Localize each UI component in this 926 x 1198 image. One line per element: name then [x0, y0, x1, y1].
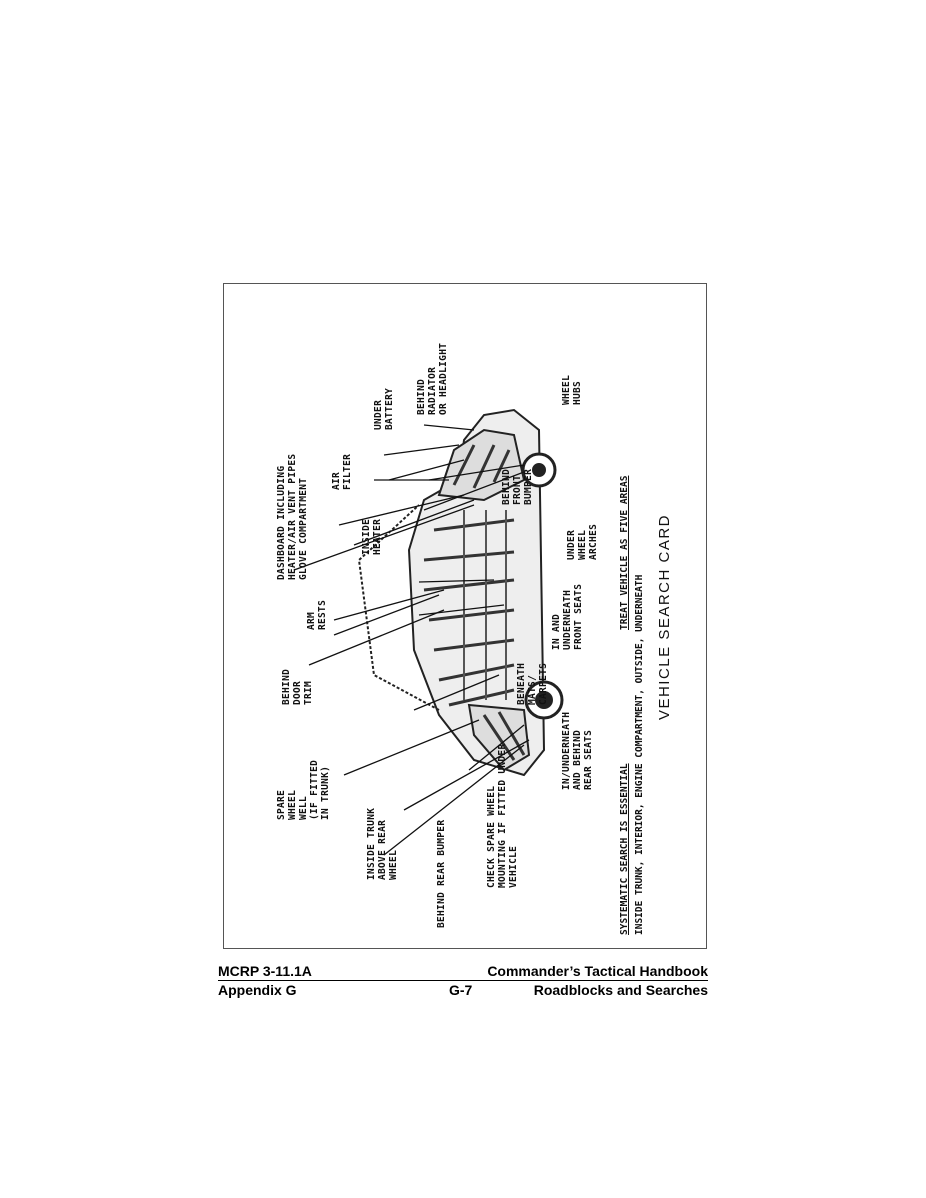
label-check-spare-wheel: CHECK SPARE WHEEL MOUNTING IF FITTED UNDER VEHICLE: [486, 743, 519, 888]
rotated-figure-content: [224, 284, 708, 950]
vehicle-search-card-figure: [223, 283, 707, 949]
systematic-search-body: INSIDE TRUNK, INTERIOR, ENGINE COMPARTMENT, OUTSIDE, UNDERNEATH: [634, 574, 645, 935]
label-beneath-mats-carpets: BENEATH MATS/ CARPETS: [516, 662, 549, 705]
treat-five-areas-heading: TREAT VEHICLE AS FIVE AREAS: [619, 475, 630, 630]
label-arm-rests: ARM RESTS: [306, 599, 328, 630]
label-underneath-rear-seats: IN/UNDERNEATH AND BEHIND REAR SEATS: [561, 711, 594, 790]
section-title: Roadblocks and Searches: [533, 982, 708, 998]
label-under-wheel-arches: UNDER WHEEL ARCHES: [566, 523, 599, 560]
label-behind-rear-bumper: BEHIND REAR BUMPER: [436, 819, 447, 928]
label-behind-front-bumper: BEHIND FRONT BUMPER: [501, 468, 534, 505]
footer-row-1: [218, 963, 708, 981]
label-dashboard: DASHBOARD INCLUDING HEATER/AIR VENT PIPES GLOVE COMPARTMENT: [276, 453, 309, 580]
figure-title: VEHICLE SEARCH CARD: [656, 513, 673, 721]
label-underneath-front-seats: IN AND UNDERNEATH FRONT SEATS: [551, 583, 584, 650]
label-behind-radiator: BEHIND RADIATOR OR HEADLIGHT: [416, 342, 449, 415]
appendix-label: Appendix G: [218, 982, 297, 998]
page-number: G-7: [449, 982, 473, 998]
systematic-search-heading: SYSTEMATIC SEARCH IS ESSENTIAL: [619, 763, 630, 935]
label-inside-heater: INSIDE HEATER: [361, 518, 383, 555]
label-inside-trunk: INSIDE TRUNK ABOVE REAR WHEEL: [366, 807, 399, 880]
label-air-filter: AIR FILTER: [331, 453, 353, 490]
label-spare-wheel-well: SPARE WHEEL WELL (IF FITTED IN TRUNK): [276, 759, 331, 820]
label-under-battery: UNDER BATTERY: [373, 387, 395, 430]
doc-id: MCRP 3-11.1A: [218, 963, 312, 979]
handbook-title: Commander’s Tactical Handbook: [487, 963, 708, 979]
label-behind-door-trim: BEHIND DOOR TRIM: [281, 668, 314, 705]
label-wheel-hubs: WHEEL HUBS: [561, 374, 583, 405]
footer-row-2: [218, 982, 708, 999]
